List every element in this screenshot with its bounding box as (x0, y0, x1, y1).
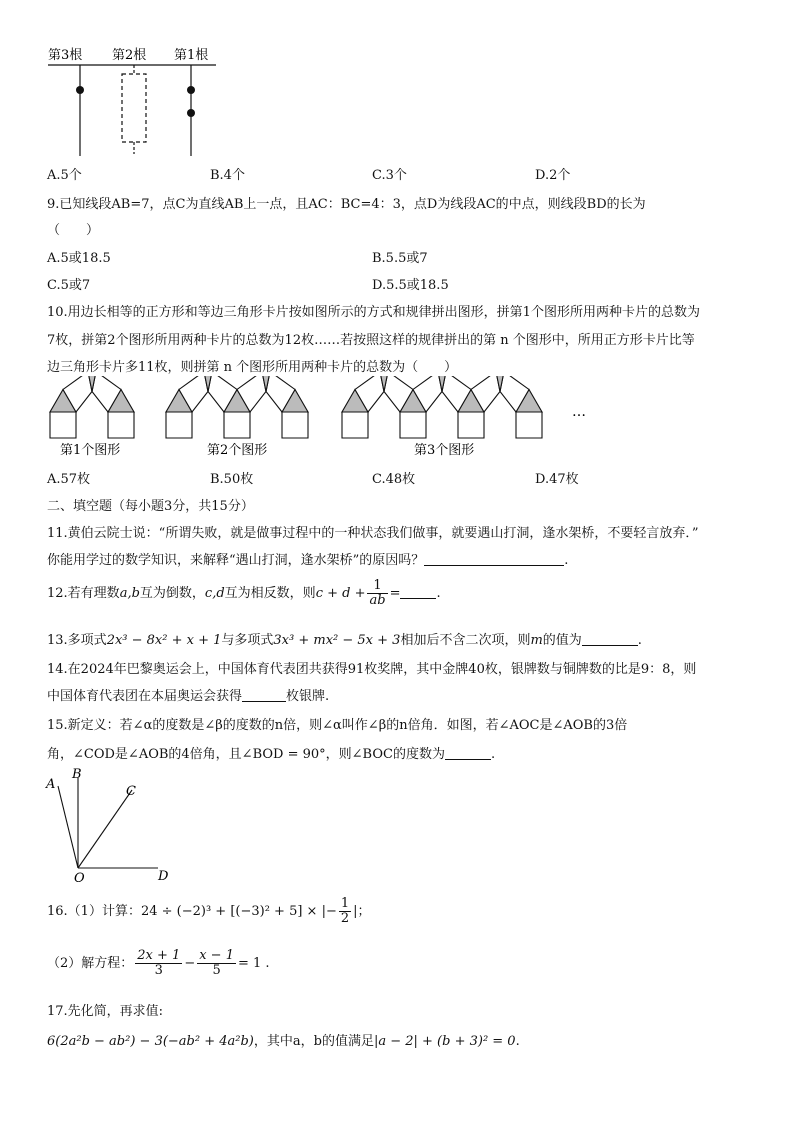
q12-answer-blank[interactable] (400, 586, 436, 599)
square-card (516, 412, 542, 438)
q15-label-o: O (74, 871, 85, 886)
square-card (108, 412, 134, 438)
q10-line2: 7枚，拼第2个图形所用两种卡片的总数为12枚……若按照这样的规律拼出的第 n 个图形中，所用正方形卡片比等 (47, 333, 695, 348)
q16-part1: 16.（1）计算：24 ÷ (−2)³ + [(−3)² + 5] × |− $\frac{1}{2}$ |； (47, 896, 371, 926)
q8-dot (76, 86, 84, 94)
q9-stem: 9.已知线段AB=7，点C为直线AB上一点，且AC：BC=4：3，点D为线段AC的中点，则线段BD的长为 (47, 197, 646, 212)
q10-ellipsis: … (572, 404, 586, 420)
q11-line2-text: 你能用学过的数学知识，来解释“遇山打洞，逢水架桥”的原因吗？ (47, 553, 425, 568)
q8-label-1: 第1根 (174, 48, 209, 63)
q14-line2: 中国体育代表团在本届奥运会获得 枚银牌. (47, 689, 330, 704)
q14-answer-blank[interactable] (242, 689, 286, 702)
q8-dot (187, 109, 195, 117)
q9-option-c: C.5或7 (47, 278, 91, 293)
q15-answer-blank[interactable] (445, 747, 491, 760)
square-card (224, 412, 250, 438)
q9-option-b: B.5.5或7 (372, 251, 428, 266)
q10-figure (44, 376, 604, 460)
q8-option-d: D.2个 (535, 168, 571, 183)
q17-line1: 17.先化简，再求值: (47, 1004, 164, 1019)
q9-paren: （ ） (47, 223, 100, 238)
q10-line1: 10.用边长相等的正方形和等边三角形卡片按如图所示的方式和规律拼出图形，拼第1个图形所用两种卡片的总数为 (47, 305, 700, 320)
square-card (282, 412, 308, 438)
q17-line2: 6(2a²b − ab²) − 3(−ab² + 4a²b)，其中a，b的值满足|a − 2| + (b + 3)² = 0. (47, 1034, 520, 1049)
q13-answer-blank[interactable] (582, 633, 638, 646)
q10-option-a: A.57枚 (47, 472, 91, 487)
q9-option-a: A.5或18.5 (47, 251, 111, 266)
q10-label-1: 第1个图形 (60, 443, 121, 458)
q12-line: 12.若有理数a,b互为倒数，c,d互为相反数，则c + d + $\frac{1}{ab}$ = . (47, 578, 441, 608)
q15-line2: 角，∠COD是∠AOB的4倍角，且∠BOD = 90°，则∠BOC的度数为 . (47, 747, 496, 762)
q8-figure (44, 44, 224, 160)
q8-option-a: A.5个 (47, 168, 82, 183)
q11-line1: 11.黄伯云院士说：“所谓失败，就是做事过程中的一种状态我们做事，就要遇山打洞，逢水架桥，不要轻言放弃．” (47, 526, 699, 541)
q13-line: 13.多项式2x³ − 8x² + x + 1与多项式3x³ + mx² − 5x + 3相加后不含二次项，则m的值为 . (47, 633, 642, 648)
q11-line2: 你能用学过的数学知识，来解释“遇山打洞，逢水架桥”的原因吗？ . (47, 553, 569, 568)
q8-option-c: C.3个 (372, 168, 407, 183)
q14-line1: 14.在2024年巴黎奥运会上，中国体育代表团共获得91枚奖牌，其中金牌40枚，银牌数与铜牌数的比是9：8，则 (47, 662, 697, 677)
q16-fraction-2: $\frac{x - 1}{5}$ (199, 948, 234, 978)
section-heading: 二、填空题（每小题3分，共15分） (47, 499, 254, 514)
q15-label-b: B (72, 768, 82, 782)
q8-dot (187, 86, 195, 94)
q10-option-d: D.47枚 (535, 472, 579, 487)
q15-angle-figure (40, 768, 190, 886)
q9-option-d: D.5.5或18.5 (372, 278, 449, 293)
q16-part2: （2）解方程： $\frac{2x + 1}{3}$ − $\frac{x - 1}{5}$ = 1 . (47, 948, 270, 978)
q11-answer-blank[interactable] (424, 553, 564, 566)
q8-label-2: 第2根 (112, 48, 147, 63)
q15-label-d: D (158, 869, 169, 884)
q16-fraction: $\frac{1}{2}$ (340, 896, 350, 926)
square-card (50, 412, 76, 438)
q10-option-b: B.50枚 (210, 472, 254, 487)
square-card (166, 412, 192, 438)
q15-label-c: C (126, 784, 136, 799)
square-card (458, 412, 484, 438)
q8-option-b: B.4个 (210, 168, 245, 183)
q15-label-a: A (46, 777, 56, 792)
q8-label-3: 第3根 (48, 48, 83, 63)
q10-line3: 边三角形卡片多11枚，则拼第 n 个图形所用两种卡片的总数为（ ） (47, 360, 458, 375)
q10-label-3: 第3个图形 (414, 443, 475, 458)
q10-option-c: C.48枚 (372, 472, 416, 487)
q15-line1: 15.新定义：若∠α的度数是∠β的度数的n倍，则∠α叫作∠β的n倍角．如图，若∠AOC是∠AOB的3倍 (47, 718, 628, 733)
square-card (342, 412, 368, 438)
q12-fraction: $\frac{1}{ab}$ (369, 578, 386, 608)
q10-label-2: 第2个图形 (207, 443, 268, 458)
q16-fraction-1: $\frac{2x + 1}{3}$ (137, 948, 181, 978)
square-card (400, 412, 426, 438)
